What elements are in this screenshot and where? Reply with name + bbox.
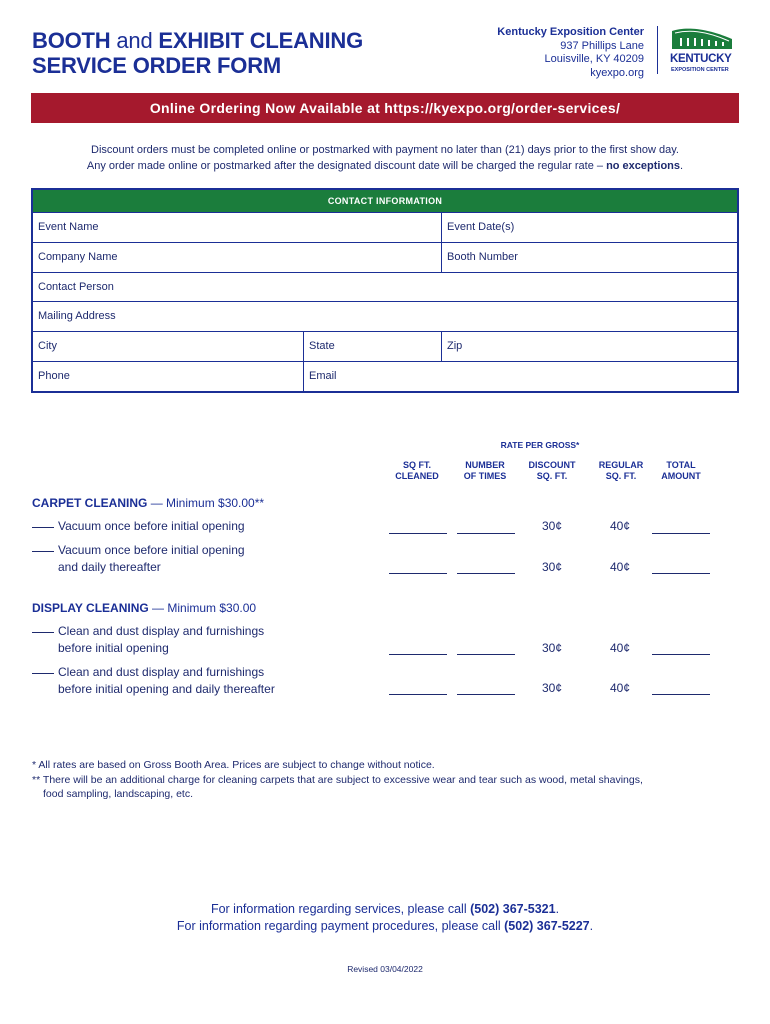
item-text: Vacuum once before initial opening [58, 519, 245, 533]
col-disc-line-2: SQ. FT. [536, 471, 568, 481]
carpet-item-2 [32, 542, 245, 576]
services-end: . [555, 902, 560, 916]
city-line: Louisville, KY 40209 [544, 53, 644, 65]
booth-number-field[interactable]: Booth Number [441, 243, 737, 272]
discount-rate: 30¢ [542, 560, 563, 574]
col-regular-sqft [589, 460, 653, 482]
col-discount-sqft [519, 460, 585, 482]
regular-rate: 40¢ [610, 681, 631, 695]
carpet-min: — Minimum $30.00** [150, 496, 265, 510]
footnotes [32, 758, 737, 802]
title-and: and [116, 28, 153, 53]
col-total-line-2: AMOUNT [661, 471, 701, 481]
event-dates-field[interactable]: Event Date(s) [441, 213, 737, 242]
discount-rate: 30¢ [542, 681, 563, 695]
footnote-2a: ** There will be an additional charge for cleaning carpets that are subject to excessive wear and tear such as wood, metal shavings, [32, 773, 643, 786]
item-text-line-2: before initial opening and daily thereafter [58, 682, 275, 696]
display-min: — Minimum $30.00 [152, 601, 257, 615]
company-name-field[interactable]: Company Name [38, 250, 118, 263]
revised-date: Revised 03/04/2022 [347, 964, 423, 974]
title-bold-1: BOOTH [32, 28, 111, 53]
phone-field[interactable]: Phone [38, 369, 70, 382]
col-sqft-line-1: SQ FT. [402, 460, 431, 470]
regular-rate: 40¢ [610, 560, 631, 574]
rate-per-gross-heading: RATE PER GROSS* [500, 440, 580, 450]
org-name: Kentucky Exposition Center [497, 26, 644, 38]
sqft-blank[interactable] [389, 573, 447, 574]
col-num-line-1: NUMBER [465, 460, 505, 470]
payment-text: For information regarding payment procedures, please call [176, 919, 501, 933]
street: 937 Phillips Lane [560, 39, 644, 52]
checkbox-line[interactable] [32, 527, 54, 528]
col-total-line-1: TOTAL [666, 460, 696, 470]
discount-notice [20, 142, 750, 174]
header-divider [657, 26, 658, 74]
item-text-line-2: before initial opening [58, 641, 169, 655]
payment-end: . [589, 919, 594, 933]
times-blank[interactable] [457, 573, 515, 574]
sqft-blank[interactable] [389, 533, 447, 534]
total-blank[interactable] [652, 533, 710, 534]
contact-info [100, 901, 670, 935]
services-phone[interactable]: (502) 367-5321 [470, 902, 556, 916]
checkbox-line[interactable] [32, 673, 54, 674]
mailing-address-field[interactable]: Mailing Address [38, 310, 116, 323]
contact-information-table [31, 188, 739, 393]
event-name-field[interactable]: Event Name [38, 221, 99, 233]
display-item-1 [32, 623, 264, 657]
services-text: For information regarding services, please call [210, 902, 467, 916]
total-blank[interactable] [652, 573, 710, 574]
title-line-2: SERVICE ORDER FORM [32, 53, 282, 78]
contact-row [33, 272, 737, 302]
regular-rate: 40¢ [610, 641, 631, 655]
contact-row [33, 301, 737, 331]
contact-row [33, 331, 737, 361]
carpet-title: CARPET CLEANING [32, 496, 148, 510]
website: kyexpo.org [590, 66, 644, 79]
contact-row [33, 242, 737, 272]
payment-phone[interactable]: (502) 367-5227 [504, 919, 590, 933]
col-disc-line-1: DISCOUNT [528, 460, 576, 470]
footnote-1: * All rates are based on Gross Booth Area. Prices are subject to change without notice. [32, 759, 435, 771]
contact-row [33, 212, 737, 242]
notice-end: . [680, 160, 684, 172]
sqft-blank[interactable] [389, 654, 447, 655]
discount-rate: 30¢ [542, 519, 563, 533]
contact-header: CONTACT INFORMATION [33, 190, 737, 212]
times-blank[interactable] [457, 654, 515, 655]
display-cleaning-heading [32, 601, 256, 615]
carpet-item-1 [32, 518, 245, 535]
notice-line-1: Discount orders must be completed online or postmarked with payment no later than (21) days prior to the first show day. [91, 144, 679, 156]
col-number-of-times [454, 460, 516, 482]
regular-rate: 40¢ [610, 519, 631, 533]
contact-person-field[interactable]: Contact Person [38, 280, 114, 293]
email-field[interactable]: Email [303, 362, 737, 391]
col-total-amount [650, 460, 712, 482]
title-bold-2: EXHIBIT CLEANING [158, 28, 363, 53]
total-blank[interactable] [652, 694, 710, 695]
footnote-2b: food sampling, landscaping, etc. [43, 788, 194, 800]
kentucky-logo [668, 25, 740, 77]
display-title: DISPLAY CLEANING [32, 601, 149, 615]
checkbox-line[interactable] [32, 632, 54, 633]
logo-sub: EXPOSITION CENTER [671, 67, 729, 73]
state-field[interactable]: State [303, 332, 441, 361]
carpet-cleaning-heading [32, 496, 264, 510]
form-title [32, 28, 363, 78]
col-reg-line-1: REGULAR [598, 460, 644, 470]
col-reg-line-2: SQ. FT. [605, 471, 637, 481]
item-text-line-2: and daily thereafter [58, 560, 161, 574]
item-text: Clean and dust display and furnishings [58, 624, 265, 638]
sqft-blank[interactable] [389, 694, 447, 695]
col-sqft-line-2: CLEANED [395, 471, 439, 481]
address-block [497, 26, 644, 80]
item-text: Clean and dust display and furnishings [58, 665, 265, 679]
discount-rate: 30¢ [542, 641, 563, 655]
display-item-2 [32, 664, 275, 698]
item-text: Vacuum once before initial opening [58, 543, 245, 557]
zip-field[interactable]: Zip [441, 332, 737, 361]
times-blank[interactable] [457, 694, 515, 695]
online-ordering-banner[interactable]: Online Ordering Now Available at https://kyexpo.org/order-services/ [31, 93, 739, 123]
contact-row [33, 361, 737, 391]
notice-emphasis: no exceptions [606, 160, 681, 172]
times-blank[interactable] [457, 533, 515, 534]
col-sqft-cleaned [386, 460, 448, 482]
stadium-icon [670, 25, 734, 51]
logo-name: KENTUCKY [670, 53, 732, 65]
city-field[interactable]: City [38, 340, 57, 353]
checkbox-line[interactable] [32, 551, 54, 552]
total-blank[interactable] [652, 654, 710, 655]
col-num-line-2: OF TIMES [463, 471, 507, 481]
notice-line-2: Any order made online or postmarked after the designated discount date will be charged the regular rate – [86, 160, 603, 172]
